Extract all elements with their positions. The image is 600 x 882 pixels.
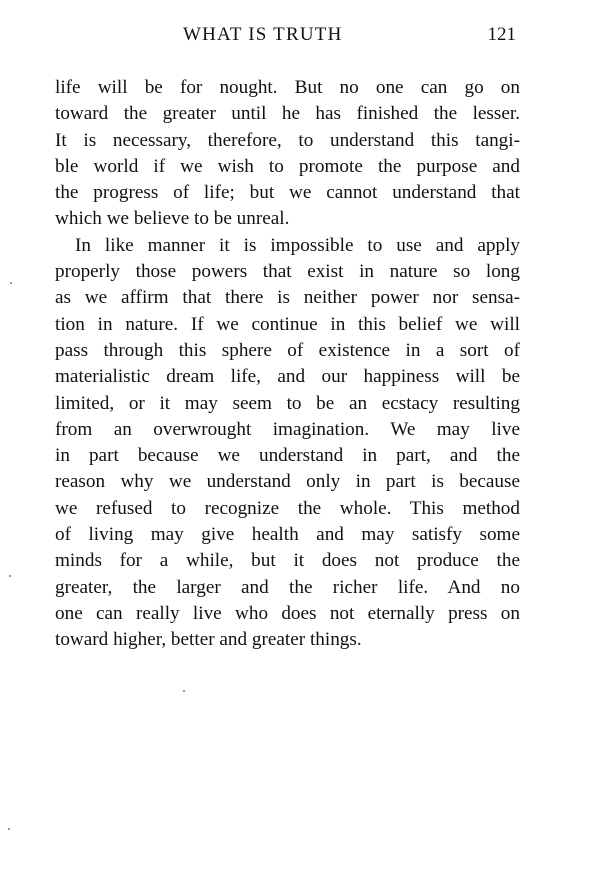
text-line: minds for a while, but it does not produce the xyxy=(55,550,520,572)
text-line: toward the greater until he has finished the lesser. xyxy=(55,103,520,125)
paragraph xyxy=(55,75,520,233)
paragraph xyxy=(55,233,520,654)
text-line: as we affirm that there is neither power nor sensa- xyxy=(55,287,520,309)
page-body xyxy=(55,75,520,654)
text-line: life will be for nought. But no one can go on xyxy=(55,77,520,98)
page-header xyxy=(55,24,520,52)
scan-speck xyxy=(8,828,10,830)
text-line: of living may give health and may satisfy some xyxy=(55,524,520,546)
text-line: toward higher, better and greater things. xyxy=(55,629,362,651)
text-line: It is necessary, therefore, to understand this tangi- xyxy=(55,129,520,151)
text-line: which we believe to be unreal. xyxy=(55,208,290,230)
page-number: 121 xyxy=(487,24,516,45)
text-line: from an overwrought imagination. We may live xyxy=(55,418,520,440)
text-line: greater, the larger and the richer life. And no xyxy=(55,576,520,598)
text-line: we refused to recognize the whole. This method xyxy=(55,497,520,519)
text-line: reason why we understand only in part is because xyxy=(55,471,520,493)
text-line: in part because we understand in part, and the xyxy=(55,445,520,467)
scan-speck xyxy=(183,690,185,692)
scan-speck xyxy=(9,575,11,577)
text-line: tion in nature. If we continue in this belief we will xyxy=(55,313,520,335)
text-line: pass through this sphere of existence in a sort of xyxy=(55,339,520,361)
text-line: ble world if we wish to promote the purpose and xyxy=(55,155,520,177)
text-line: the progress of life; but we cannot understand that xyxy=(55,182,520,204)
running-title: WHAT IS TRUTH xyxy=(183,24,343,45)
text-line: one can really live who does not eternally press on xyxy=(55,602,520,624)
text-line: materialistic dream life, and our happiness will be xyxy=(55,366,520,388)
text-line: limited, or it may seem to be an ecstacy resulting xyxy=(55,392,520,414)
text-line: In like manner it is impossible to use and apply xyxy=(75,234,520,256)
scan-speck xyxy=(10,282,12,284)
text-line: properly those powers that exist in nature so long xyxy=(55,261,520,283)
